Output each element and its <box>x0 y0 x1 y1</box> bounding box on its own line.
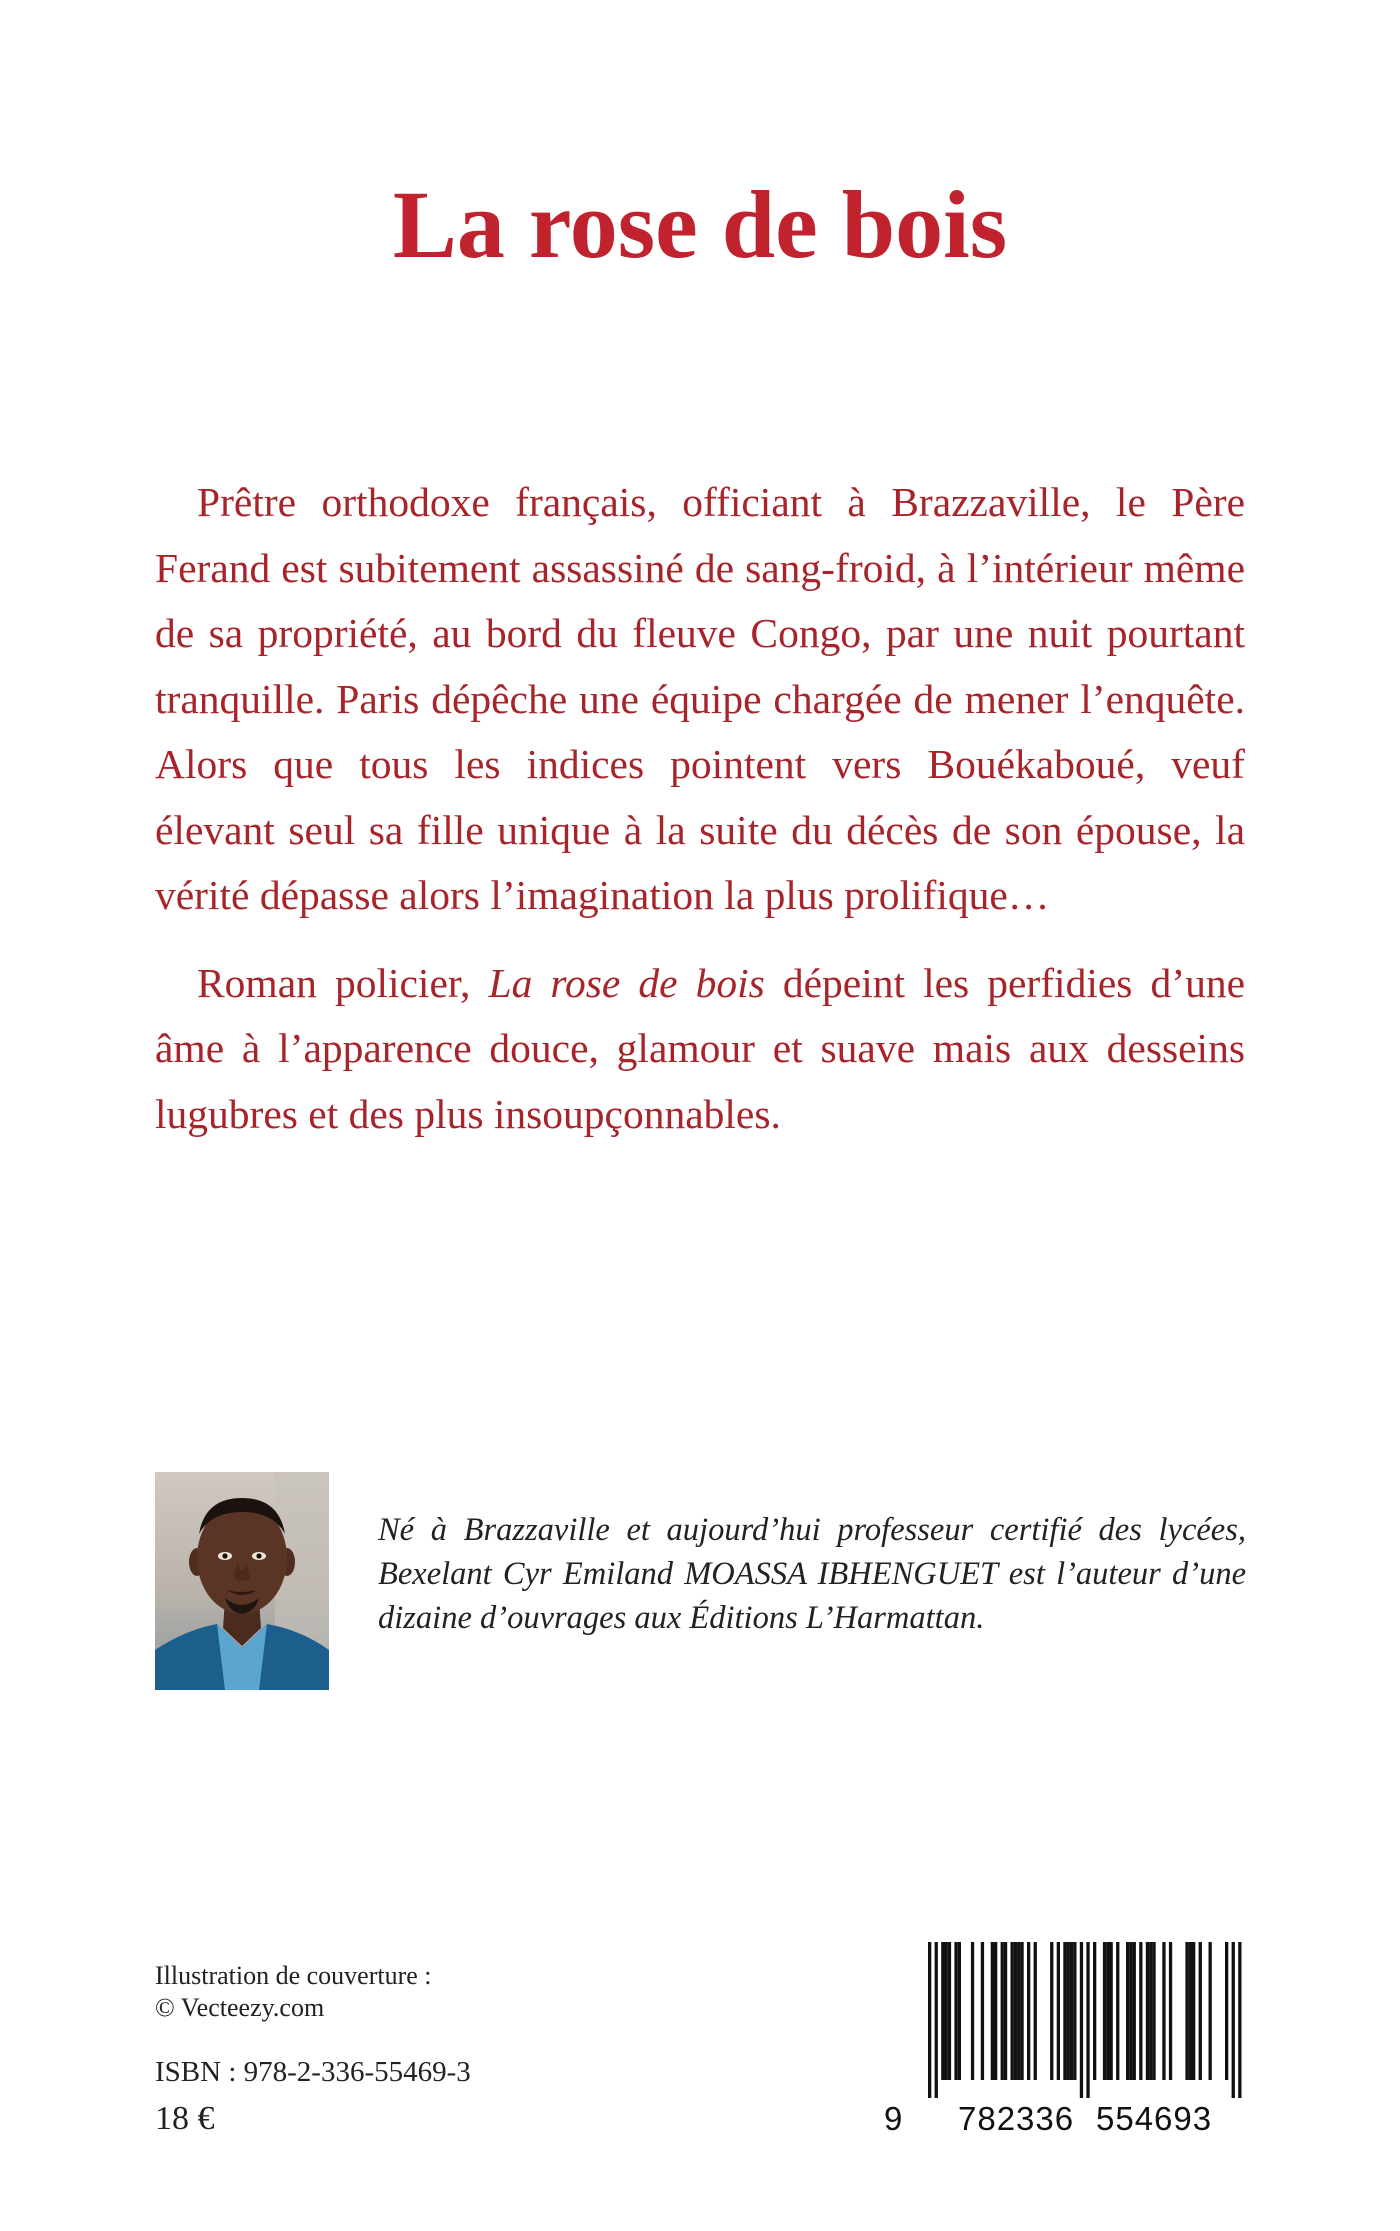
barcode-bar <box>1133 1942 1136 2080</box>
barcode-bar <box>1129 1942 1132 2080</box>
book-price: 18 € <box>155 2100 215 2137</box>
barcode-bar <box>1057 1942 1060 2080</box>
barcode-bar <box>954 1942 957 2080</box>
barcode-bar <box>1192 1942 1195 2080</box>
barcode-bar <box>1232 1942 1235 2098</box>
barcode-bar <box>1063 1942 1066 2080</box>
barcode-bars <box>868 1940 1258 2100</box>
barcode-bar <box>1238 1942 1241 2098</box>
barcode-digits <box>868 2096 1258 2146</box>
barcode-bar <box>1086 1942 1089 2098</box>
barcode-bar <box>1149 1942 1152 2080</box>
barcode-bar <box>1017 1942 1020 2080</box>
author-bio-end: est l’auteur d’une dizaine d’ouvrages aux Éditions L’Harmattan. <box>378 1556 1246 1636</box>
credits-line-1: Illustration de couverture : <box>155 1961 432 1990</box>
cover-credits <box>155 1960 432 2024</box>
barcode-bar <box>1139 1942 1142 2080</box>
barcode-bar <box>1209 1942 1212 2080</box>
barcode-bar <box>1073 1942 1076 2080</box>
blurb-paragraph-2-end: dépeint les perfidies d’une âme à l’apparence douce, glamour et suave mais aux desseins lugubres et des plus insoupçonnables. <box>155 959 1245 1137</box>
credits-line-2: © Vecteezy.com <box>155 1993 325 2022</box>
barcode-bar <box>1169 1942 1172 2080</box>
barcode-bar <box>1070 1942 1073 2080</box>
blurb-title-reference: La rose de bois <box>488 959 765 1006</box>
barcode-bar <box>945 1942 948 2080</box>
barcode-bar <box>1103 1942 1106 2080</box>
barcode-bar <box>971 1942 974 2080</box>
barcode-bar <box>1027 1942 1030 2080</box>
barcode-bar <box>1189 1942 1192 2080</box>
isbn-barcode <box>868 1940 1258 2155</box>
barcode-bar <box>1162 1942 1165 2080</box>
barcode-first-digit: 9 <box>884 2100 903 2137</box>
barcode-bar <box>941 1942 944 2080</box>
book-blurb <box>155 470 1245 1165</box>
barcode-bar <box>1225 1942 1228 2080</box>
author-bio-start: Né à Brazzaville et aujourd’hui professeur certifié des lycées, <box>378 1512 1246 1548</box>
blurb-paragraph-2-start: Roman policier, <box>197 959 489 1006</box>
barcode-bar <box>1152 1942 1155 2080</box>
barcode-bar <box>1011 1942 1014 2080</box>
barcode-bar <box>991 1942 994 2080</box>
barcode-bar <box>1050 1942 1053 2080</box>
barcode-bar <box>994 1942 997 2080</box>
barcode-bar <box>1116 1942 1119 2080</box>
barcode-bar <box>935 1942 938 2098</box>
barcode-bar <box>1001 1942 1004 2080</box>
barcode-bar <box>948 1942 951 2080</box>
barcode-bar <box>928 1942 931 2098</box>
barcode-bar <box>1014 1942 1017 2080</box>
barcode-bar <box>1146 1942 1149 2080</box>
barcode-bar <box>1106 1942 1109 2080</box>
isbn-number: ISBN : 978-2-336-55469-3 <box>155 2056 471 2088</box>
barcode-bar <box>1110 1942 1113 2080</box>
author-photo <box>155 1472 329 1690</box>
blurb-paragraph-1: Prêtre orthodoxe français, officiant à Brazzaville, le Père Ferand est subitement assassiné de sang-froid, à l’intérieur même de sa propriété, au bord du fleuve Congo, par une nuit pourtant tranquille. Paris dépêche une équipe chargée de mener l’enquête. Alors que tous les indices pointent vers Bouékaboué, veuf élevant seul sa fille unique à la suite du décès de son épouse, la vérité dépasse alors l’imagination la plus prolifique… <box>155 479 1245 918</box>
barcode-bar <box>1067 1942 1070 2080</box>
blurb-paragraph-2 <box>155 951 1245 1148</box>
barcode-bar <box>1080 1942 1083 2098</box>
barcode-bar <box>1199 1942 1202 2080</box>
author-name: Bexelant Cyr Emiland MOASSA IBHENGUET <box>378 1556 998 1592</box>
barcode-bar <box>958 1942 961 2080</box>
barcode-bar <box>1034 1942 1037 2080</box>
book-title: La rose de bois <box>392 171 1008 278</box>
barcode-bar <box>1020 1942 1023 2080</box>
barcode-bar <box>1185 1942 1188 2080</box>
author-bio <box>378 1508 1246 1640</box>
barcode-bar <box>1004 1942 1007 2080</box>
barcode-bar <box>1093 1942 1096 2080</box>
barcode-bar <box>981 1942 984 2080</box>
barcode-right-group: 554693 <box>1096 2100 1213 2137</box>
barcode-left-group: 782336 <box>958 2100 1075 2137</box>
barcode-bar <box>1126 1942 1129 2080</box>
